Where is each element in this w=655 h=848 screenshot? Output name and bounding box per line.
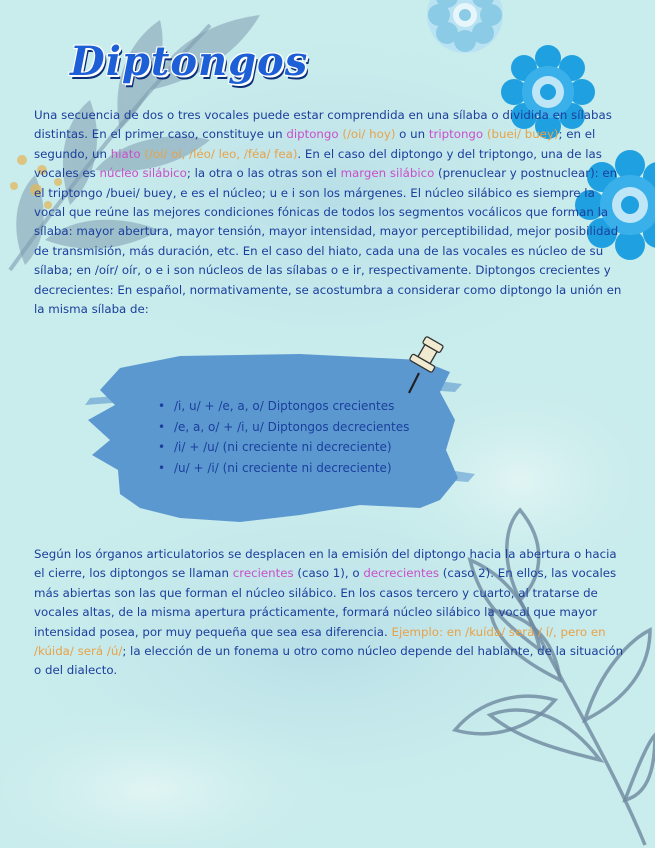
keyword-hiato: hiato [110,146,141,161]
diphthong-types-list [158,396,409,478]
list-item: • /i/ + /u/ (ni creciente ni decreciente) [158,437,409,458]
page-title: Diptongos [70,38,309,85]
example-text: Ejemplo: en /kuída/ será / í/, pero en /kúida/ será /ú/ [34,624,606,659]
list-item: • /u/ + /i/ (ni creciente ni decreciente) [158,458,409,479]
keyword-triptongo: triptongo [428,127,484,142]
keyword-margen-silabico: margen silábico [340,166,435,181]
keyword-decrecientes: decrecientes [363,566,439,581]
intro-paragraph: Una secuencia de dos o tres vocales puede estar comprendida en una sílaba o dividida en sílabas distintas. En el primer caso, constituye un diptongo (/oi/ hoy) o un triptongo (buei/ buey); en el segundo, un hiato (/oí/ oí, /léo/ leo, /féa/ fea). En el caso del diptongo y del triptongo, una de las vocales es núcleo silábico; la otra o las otras son el margen silábico (prenuclear y postnuclear): en el triptongo /buei/ buey, e es el núcleo; u e i son los márgenes. El núcleo silábico es siempre la vocal que reúne las mejores condiciones fónicas de todos los segmentos vocálicos que forman la sílaba: mayor abertura, mayor tensión, mayor intensidad, mayor perceptibilidad, mejor posibilidad de transmisión, más duración, etc. En el caso del hiato, cada una de las vocales es núcleo de su sílaba; en /oír/ oír, o e i son núcleos de las sílabas o e ir, respectivamente. Diptongos crecientes y decrecientes: En español, normativamente, se acostumbra a considerar como diptongo la unión en la misma sílaba de: [34,108,622,317]
list-item: • /i, u/ + /e, a, o/ Diptongos crecientes [158,396,409,417]
pushpin-icon [405,333,447,395]
keyword-crecientes: crecientes [232,566,294,581]
explanation-paragraph: Según los órganos articulatorios se desplacen en la emisión del diptongo hacia la abertura o hacia el cierre, los diptongos se llaman crecientes (caso 1), o decrecientes (caso 2). En ellos, las vocales más abiertas son las que forman el núcleo silábico. En los casos tercero y cuarto, al tratarse de vocales altas, de la misma apertura prácticamente, formará núcleo silábico la vocal que mayor intensidad posea, por muy pequeña que sea esa diferencia. Ejemplo: en /kuída/ será / í/, pero en /kúida/ será /ú/; la elección de un fonema u otro como núcleo depende del hablante, de la situación o del dialecto. [34,547,624,678]
keyword-diptongo: diptongo [286,127,339,142]
list-item: • /e, a, o/ + /i, u/ Diptongos decrecientes [158,417,409,438]
keyword-nucleo-silabico: núcleo silábico [99,166,187,181]
